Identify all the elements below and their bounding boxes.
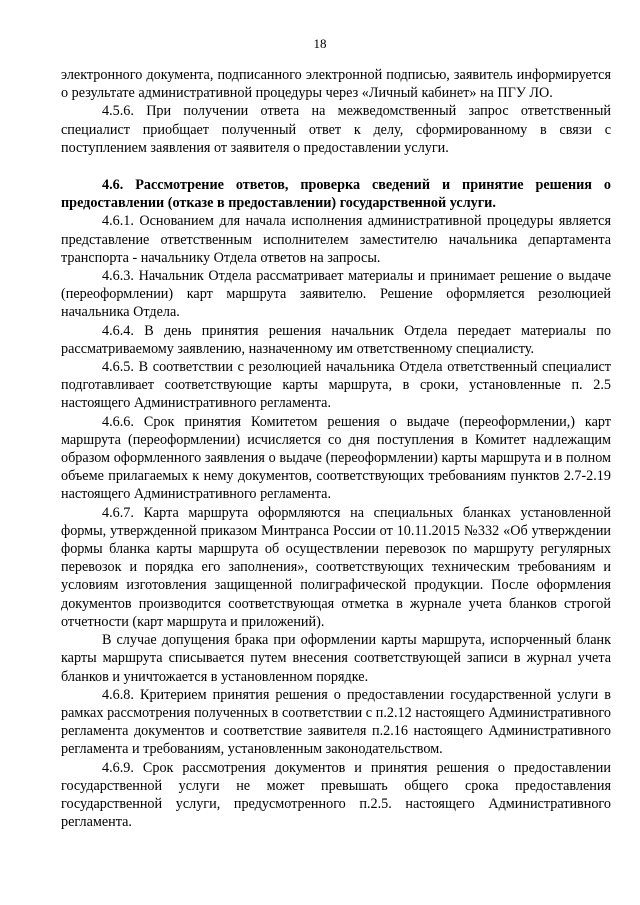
paragraph-4-5-6: 4.5.6. При получении ответа на межведомственный запрос ответственный специалист приобщает полученный ответ к делу, сформированному в связи с поступлением заявления от заявителя о предоставлении услуги. <box>61 103 611 156</box>
paragraph-4-6-8: 4.6.8. Критерием принятия решения о предоставлении государственной услуги в рамках рассмотрения полученных в соответствии с п.2.12 настоящего Административного регламента документов и соответствие заявителя п.2.16 настоящего Административного регламента и требованиям, установленным законодательством. <box>61 686 611 758</box>
paragraph-4-6-5: 4.6.5. В соответствии с резолюцией начальника Отдела ответственный специалист подготавливает соответствующие карты маршрута, в сроки, установленные п. 2.5 настоящего Административного регламента. <box>61 359 611 412</box>
paragraph-4-6-7: 4.6.7. Карта маршрута оформляются на специальных бланках установленной формы, утвержденной приказом Минтранса России от 10.11.2015 №332 «Об утверждении формы бланка карты маршрута об осуществлении перевозок по маршруту регулярных перевозок и порядка его заполнения», соответствующих техническим требованиям и условиям изготовления защищенной полиграфической продукции. После оформления документов производится соответствующая отметка в журнале учета бланков строгой отчетности (карт маршрута и приложений). <box>61 504 611 630</box>
paragraph-4-6-6: 4.6.6. Срок принятия Комитетом решения о выдаче (переоформлении,) карт маршрута (переоформлении) исчисляется со дня поступления в Комитет надлежащим образом оформленного заявления о выдаче (переоформлении) карты маршрута и в полном объеме прилагаемых к нему документов, соответствующих требованиям пунктов 2.7-2.19 настоящего Административного регламента. <box>61 413 611 503</box>
paragraph-continuation: электронного документа, подписанного электронной подписью, заявитель информируется о результате административной процедуры через «Личный кабинет» на ПГУ ЛО. <box>61 67 611 102</box>
paragraph-4-6-3: 4.6.3. Начальник Отдела рассматривает материалы и принимает решение о выдаче (переоформлении) карт маршрута заявителю. Решение оформляется резолюцией начальника Отдела. <box>61 268 611 321</box>
page-number: 18 <box>313 36 327 51</box>
section-heading-4-6: 4.6. Рассмотрение ответов, проверка сведений и принятие решения о предоставлении (отказе в предоставлении) государственной услуги. <box>61 177 611 212</box>
document-body <box>61 66 611 831</box>
paragraph-defect: В случае допущения брака при оформлении карты маршрута, испорченный бланк карты маршрута списывается путем внесения соответствующей записи в журнал учета бланков и уничтожается в установленном порядке. <box>61 632 611 685</box>
paragraph-4-6-4: 4.6.4. В день принятия решения начальник Отдела передает материалы по рассматриваемому заявлению, назначенному им ответственному специалисту. <box>61 322 611 357</box>
paragraph-4-6-1: 4.6.1. Основанием для начала исполнения административной процедуры является представление ответственным исполнителем заместителю начальника департамента транспорта - начальнику Отдела ответов на запросы. <box>61 213 611 266</box>
paragraph-4-6-9: 4.6.9. Срок рассмотрения документов и принятия решения о предоставлении государственной услуги не может превышать общего срока предоставления государственной услуги, предусмотренного п.2.5. настоящего Административного регламента. <box>61 759 611 831</box>
spacer <box>61 157 611 176</box>
